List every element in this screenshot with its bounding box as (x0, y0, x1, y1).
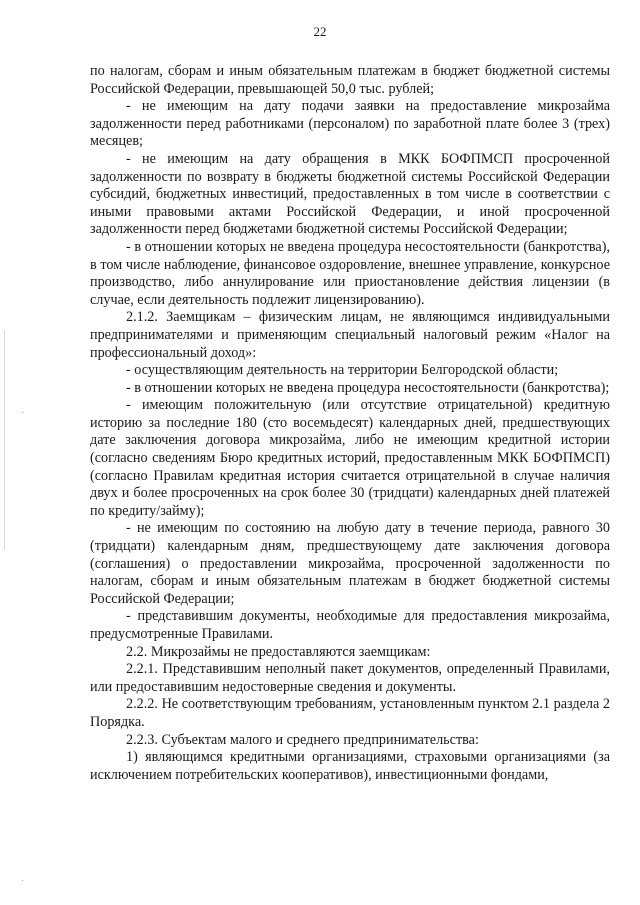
paragraph: 2.2.3. Субъектам малого и среднего предпринимательства: (126, 731, 479, 748)
paragraph: - осуществляющим деятельность на территории Белгородской области; (126, 362, 559, 379)
page-number: 22 (313, 24, 327, 39)
paragraph: - представившим документы, необходимые для предоставления микрозайма, предусмотренные Правилами. (90, 608, 610, 642)
paragraph: по налогам, сборам и иным обязательным платежам в бюджет бюджетной системы Российской Федерации, превышающей 50,0 тыс. рублей; (90, 63, 610, 97)
paragraph: - не имеющим на дату обращения в МКК БОФПМСП просроченной задолженности по возврату в бюджеты бюджетной системы Российской Федерации субсидий, бюджетных инвестиций, предоставленных в том числе в соответствии с иными правовыми актами Российской Федерации, и иной просроченной задолженности перед бюджетами бюджетной системы Российской Федерации; (90, 150, 610, 238)
scan-dot (22, 412, 23, 413)
paragraph: 2.2.1. Представившим неполный пакет документов, определенный Правилами, или предоставившим недостоверные сведения и документы. (90, 661, 610, 695)
paragraph: 2.2. Микрозаймы не предоставляются заемщикам: (126, 643, 431, 660)
scan-dot (22, 880, 23, 881)
paragraph: 2.1.2. Заемщикам – физическим лицам, не являющимся индивидуальными предпринимателями и применяющим специальный налоговый режим «Налог на профессиональный доход»: (90, 309, 610, 361)
document-body (90, 63, 610, 784)
paragraph: - не имеющим по состоянию на любую дату в течение периода, равного 30 (тридцати) календарным дням, предшествующему дате заключения договора (соглашения) о предоставлении микрозайма, просроченной задолженности по налогам, сборам и иным обязательным платежам в бюджет бюджетной системы Российской Федерации; (90, 520, 610, 607)
paragraph: 1) являющимся кредитными организациями, страховыми организациями (за исключением потребительских кооперативов), инвестиционными фондами, (90, 749, 610, 783)
paragraph: 2.2.2. Не соответствующим требованиям, установленным пунктом 2.1 раздела 2 Порядка. (90, 696, 610, 730)
paragraph: - в отношении которых не введена процедура несостоятельности (банкротства), в том числе наблюдение, финансовое оздоровление, внешнее управление, конкурсное производство, либо аннулирование или приостановление действия лицензии (в случае, если деятельность подлежит лицензированию). (90, 238, 610, 308)
paragraph: - имеющим положительную (или отсутствие отрицательной) кредитную историю за последние 180 (сто восемьдесят) календарных дней, предшествующих дате заключения договора микрозайма, либо не имеющим кредитной истории (согласно сведениям Бюро кредитных историй, предоставленным МКК БОФПМСП) (согласно Правилам кредитная история считается отрицательной в случае наличия двух и более просроченных на срок более 30 (тридцати) календарных дней платежей по кредиту/займу); (90, 397, 610, 519)
scan-edge-line (4, 330, 5, 550)
paragraph: - в отношении которых не введена процедура несостоятельности (банкротства); (126, 379, 610, 396)
paragraph: - не имеющим на дату подачи заявки на предоставление микрозайма задолженности перед работниками (персоналом) по заработной плате более 3 (трех) месяцев; (90, 98, 610, 150)
